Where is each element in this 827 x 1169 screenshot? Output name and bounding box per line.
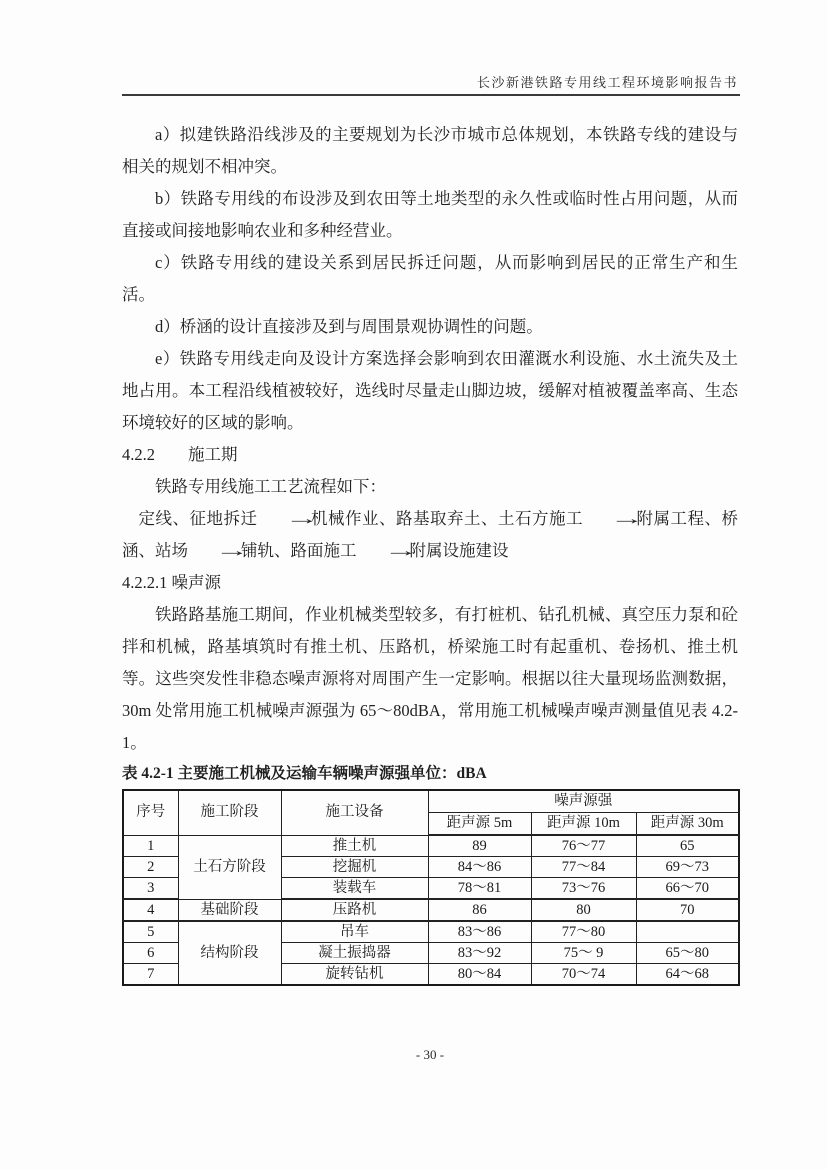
table-caption: 表 4.2-1 主要施工机械及运输车辆噪声源强单位：dBA [122,765,487,782]
cell-index: 3 [123,878,178,900]
col-header-noise-group: 噪声源强 [428,790,739,813]
cell-5m: 86 [428,899,531,921]
cell-equipment: 装载车 [281,878,428,900]
noise-paragraph: 铁路路基施工期间，作业机械类型较多，有打桩机、钻孔机械、真空压力泵和砼拌和机械，路基填筑时有推土机、压路机，桥梁施工时有起重机、卷扬机、推土机等。这些突发性非稳态噪声源将对周围产生一定影响。根据以往大量现场监测数据，30m 处常用施工机械噪声源强为 65～80dBA，常用施工机械噪声噪声测量值见表 4.2-1。 [122,605,738,752]
col-header-5m: 距声源 5m [428,813,531,836]
cell-30m: 66～70 [636,878,739,900]
cell-10m: 75～ 9 [531,943,636,964]
flow-arrow-icon: → [214,541,250,560]
cell-5m: 80～84 [428,964,531,986]
section-heading-4-2-2: 4.2.2 施工期 [122,445,238,464]
cell-10m: 76～77 [531,835,636,857]
paragraph-e: e）铁路专用线走向及设计方案选择会影响到农田灌溉水利设施、水土流失及土地占用。本工程沿线植被较好，选线时尽量走山脚边坡，缓解对植被覆盖率高、生态环境较好的区域的影响。 [122,349,738,432]
cell-30m: 65 [636,835,739,857]
col-header-stage: 施工阶段 [178,790,281,835]
cell-5m: 89 [428,835,531,857]
cell-10m: 77～84 [531,857,636,878]
header-title: 长沙新港铁路专用线工程环境影响报告书 [476,75,738,90]
cell-equipment: 吊车 [281,921,428,943]
page-content [122,119,738,986]
col-header-30m: 距声源 30m [636,813,739,836]
cell-stage: 基础阶段 [178,899,281,921]
col-header-index: 序号 [123,790,178,835]
cell-30m: 69～73 [636,857,739,878]
paragraph-b: b）铁路专用线的布设涉及到农田等土地类型的永久性或临时性占用问题，从而直接或间接地影响农业和多种经营业。 [122,189,738,240]
cell-equipment: 挖掘机 [281,857,428,878]
paragraph-a: a）拟建铁路沿线涉及的主要规划为长沙市城市总体规划，本铁路专线的建设与相关的规划不相冲突。 [122,125,738,176]
table-header-row [123,790,739,813]
col-header-10m: 距声源 10m [531,813,636,836]
flow-step-1: 定线、征地拆迁 [138,509,258,528]
cell-equipment: 凝土振捣器 [281,943,428,964]
flow-step-2: 机械作业、路基取弃土、土石方施工 [310,509,583,528]
cell-5m: 84～86 [428,857,531,878]
paragraph-d: d）桥涵的设计直接涉及到与周围景观协调性的问题。 [155,317,543,336]
page-header [122,72,738,91]
cell-index: 2 [123,857,178,878]
cell-10m: 70～74 [531,964,636,986]
cell-stage: 结构阶段 [178,921,281,985]
cell-index: 1 [123,835,178,857]
cell-index: 6 [123,943,178,964]
cell-10m: 73～76 [531,878,636,900]
flow-arrow-icon: → [284,509,319,528]
cell-equipment: 推土机 [281,835,428,857]
table-row [123,921,739,943]
section-heading-4-2-2-1: 4.2.2.1 噪声源 [122,573,221,592]
table-row [123,835,739,857]
cell-equipment: 压路机 [281,899,428,921]
flow-step-5: 附属设施建设 [409,541,509,560]
cell-10m: 80 [531,899,636,921]
cell-index: 7 [123,964,178,986]
page-footer [122,1047,738,1063]
cell-5m: 83～92 [428,943,531,964]
table-row [123,899,739,921]
cell-stage: 土石方阶段 [178,835,281,899]
cell-30m: 64～68 [636,964,739,986]
flow-step-4: 铺轨、路面施工 [241,541,357,560]
flow-arrow-icon: → [383,541,418,560]
cell-5m: 83～86 [428,921,531,943]
col-header-equipment: 施工设备 [281,790,428,835]
cell-30m: 70 [636,899,739,921]
flow-intro: 铁路专用线施工工艺流程如下： [155,477,386,496]
flow-step-3: 附属工程、桥涵、站场 [122,509,738,560]
cell-30m [636,921,739,943]
page-number: - 30 - [415,1047,445,1062]
noise-source-table [122,789,740,986]
cell-equipment: 旋转钻机 [281,964,428,986]
paragraph-c: c）铁路专用线的建设关系到居民拆迁问题，从而影响到居民的正常生产和生活。 [122,253,738,304]
header-divider [122,94,740,96]
cell-5m: 78～81 [428,878,531,900]
cell-index: 5 [123,921,178,943]
construction-flow [122,503,738,567]
flow-arrow-icon: → [609,509,645,528]
cell-30m: 65～80 [636,943,739,964]
cell-index: 4 [123,899,178,921]
cell-10m: 77～80 [531,921,636,943]
